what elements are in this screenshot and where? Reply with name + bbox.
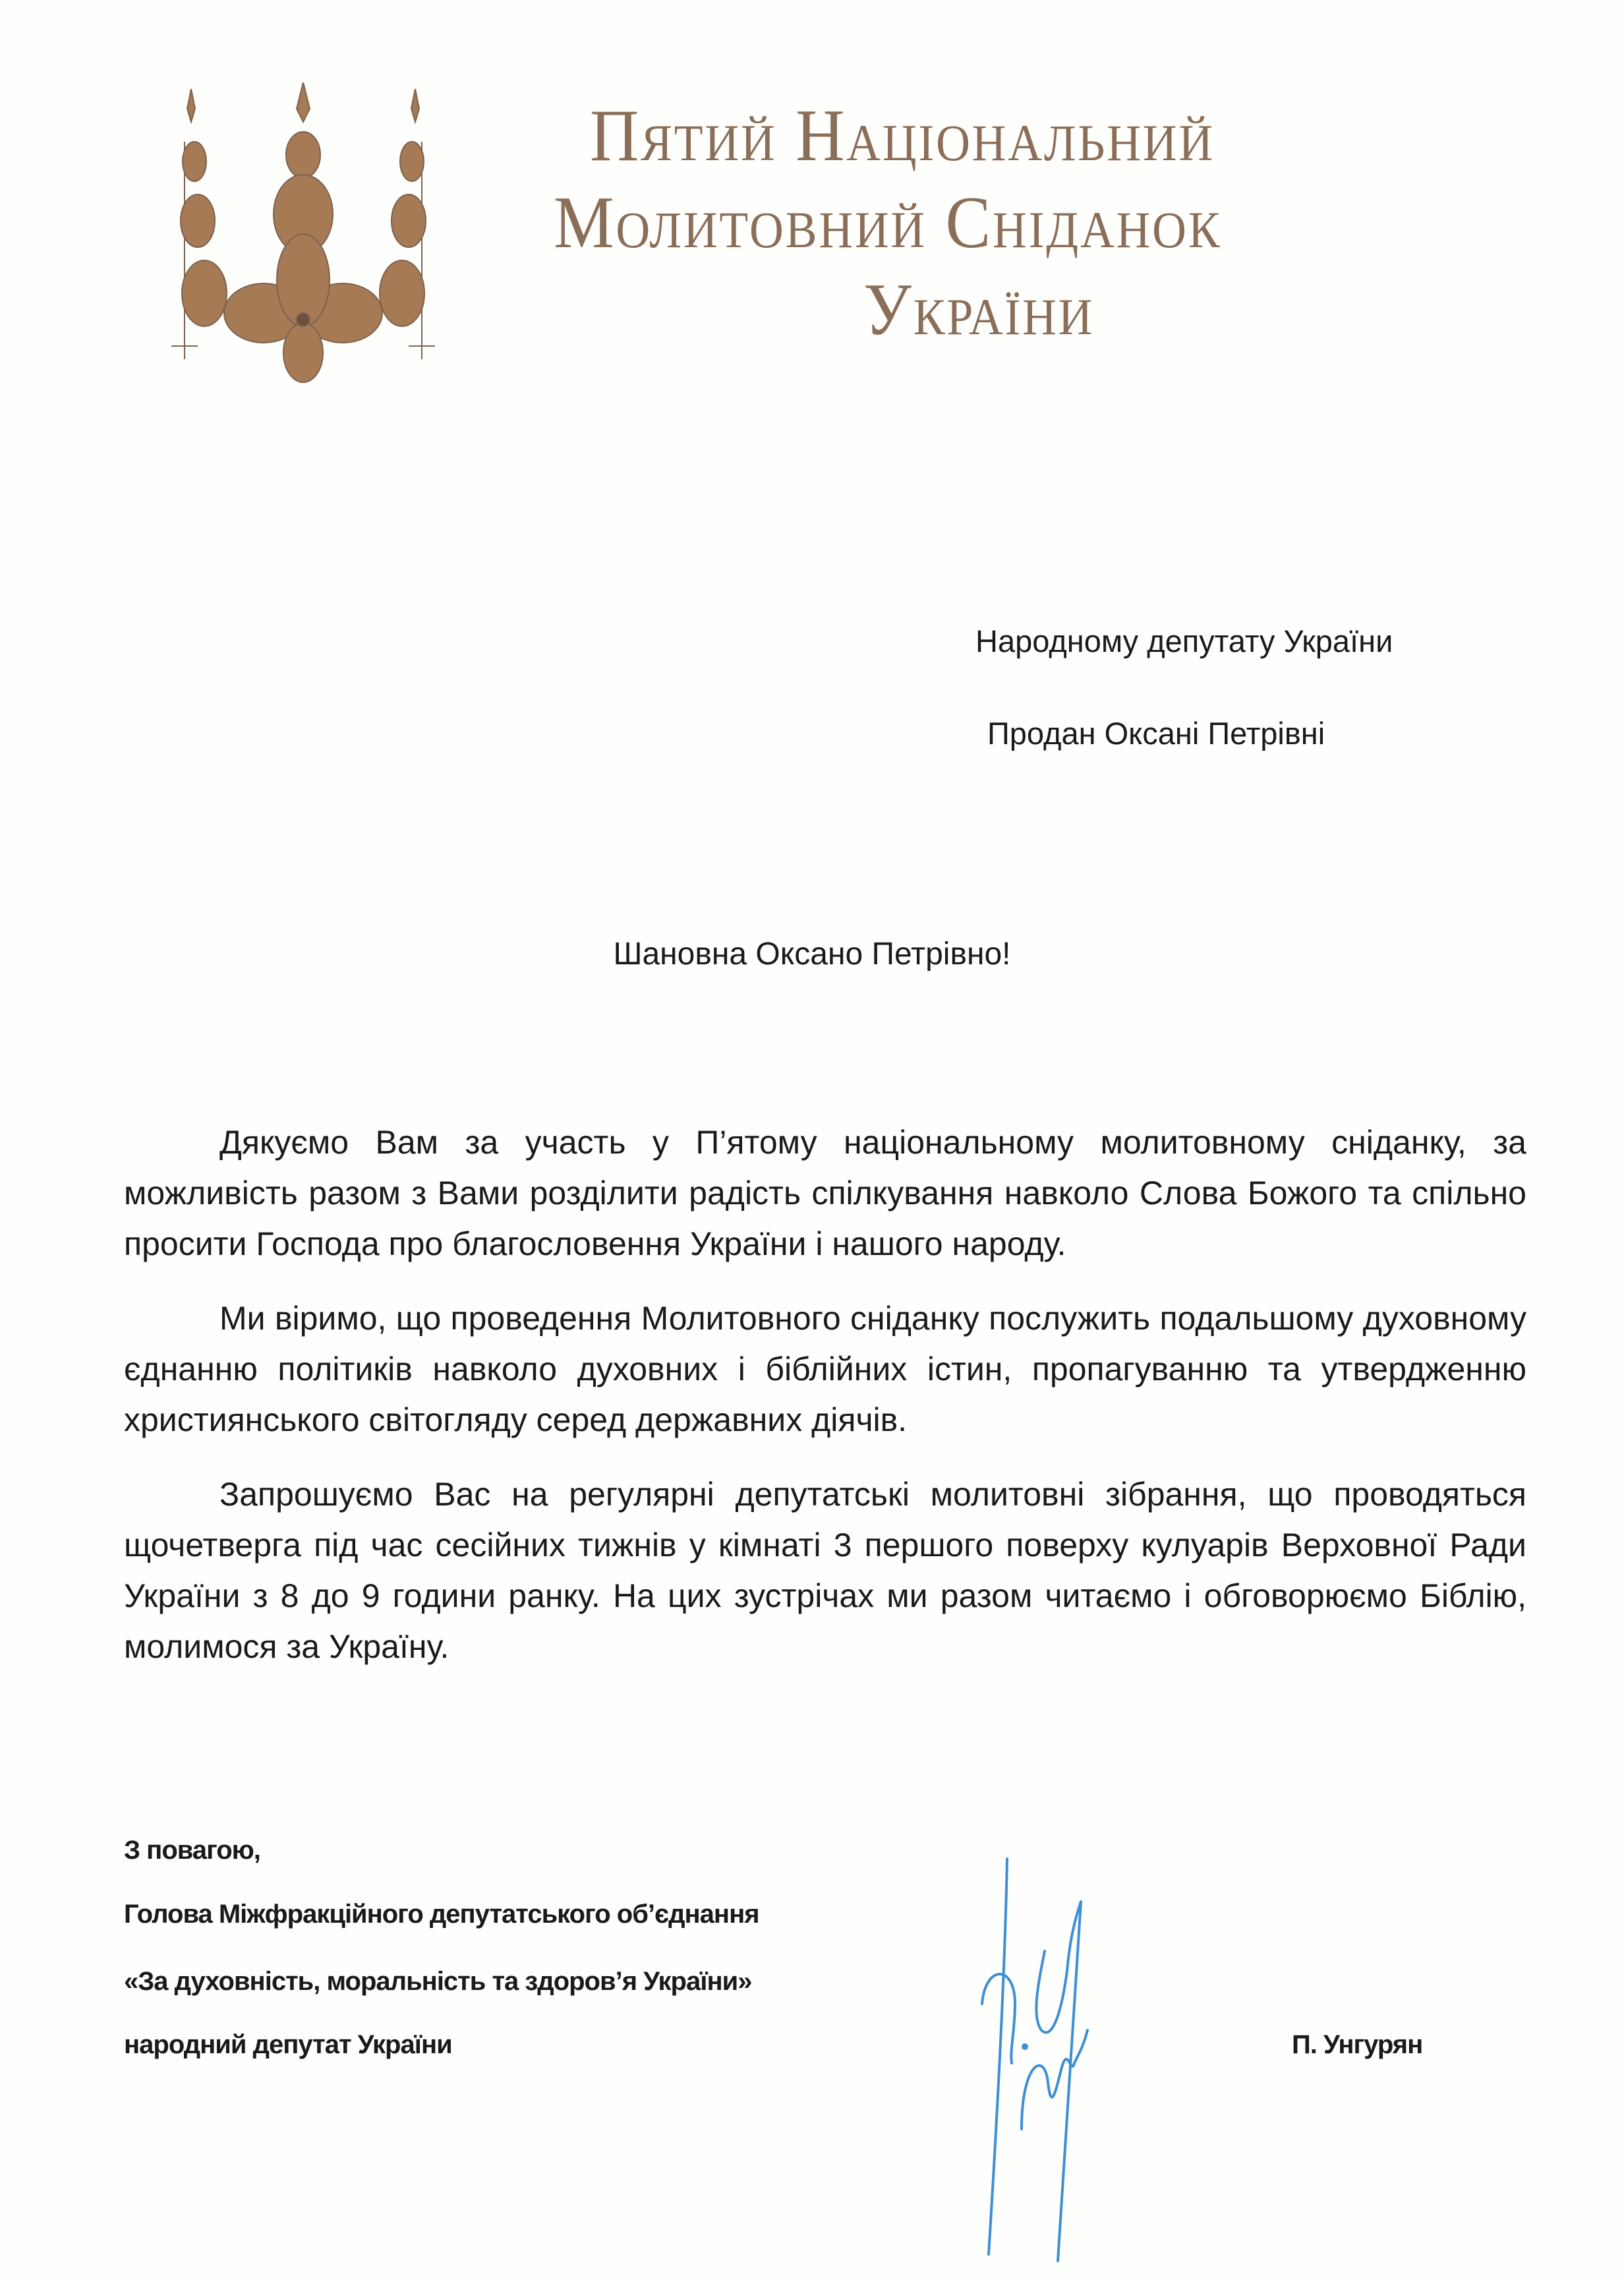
floral-trident-logo xyxy=(165,82,442,386)
recipient-title: Народному депутату України xyxy=(975,624,1393,658)
letterhead-title-line-1: Пятий Національний xyxy=(590,95,1215,177)
letterhead-title-line-3: України xyxy=(863,269,1095,351)
body-paragraph: Ми віримо, що проведення Молитовного сніданку послужить подальшому духовному єднанню політиків навколо духовних і біблійних істин, пропагуванню та утвердженню християнського світогляду серед державних діячів. xyxy=(124,1300,1526,1438)
signer-position-2: «За духовність, моральність та здоров’я України» xyxy=(124,1967,752,1996)
body-paragraph: Запрошуємо Вас на регулярні депутатські молитовні зібрання, що проводяться щочетверга під час сесійних тижнів у кімнаті 3 першого поверху кулуарів Верховної Ради України з 8 до 9 години ранку. На цих зустрічах ми разом читаємо і обговорюємо Біблію, молимося за Україну. xyxy=(124,1476,1526,1665)
recipient-name: Продан Оксані Петрівні xyxy=(987,716,1325,751)
body-paragraph: Дякуємо Вам за участь у П’ятому національному молитовному сніданку, за можливість разом з Вами розділити радість спілкування навколо Слова Божого та спільно просити Господа про благословення України і нашого народу. xyxy=(124,1124,1526,1262)
signer-position-3: народний депутат України xyxy=(124,2030,452,2059)
signer-position-1: Голова Міжфракційного депутатського об’єднання xyxy=(124,1900,759,1929)
letterhead-title-line-2: Молитовний Сніданок xyxy=(554,182,1222,264)
signer-name: П. Унгурян xyxy=(1292,2030,1423,2059)
closing-regards: З повагою, xyxy=(124,1836,260,1865)
handwritten-signature xyxy=(923,1832,1186,2267)
letter-body xyxy=(124,1117,1526,1696)
salutation: Шановна Оксано Петрівно! xyxy=(613,937,1011,972)
